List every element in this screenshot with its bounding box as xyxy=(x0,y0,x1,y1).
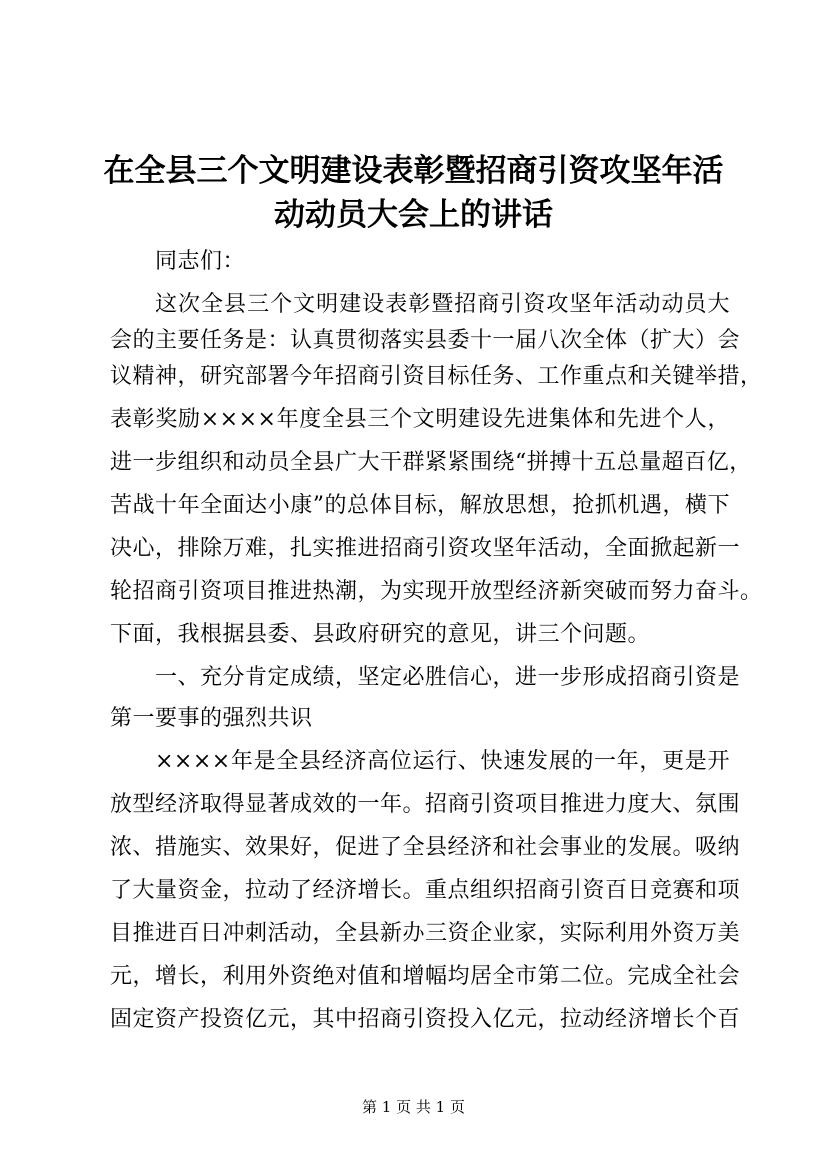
document-title-line-1: 在全县三个文明建设表彰暨招商引资攻坚年活 xyxy=(103,153,724,189)
paragraph-line: 决心，排除万难，扎实推进招商引资攻坚年活动，全面掀起新一 xyxy=(110,536,741,561)
paragraph-line: 会的主要任务是：认真贯彻落实县委十一届八次全体（扩大）会 xyxy=(110,328,741,353)
paragraph-line: 浓、措施实、效果好，促进了全县经济和社会事业的发展。吸纳 xyxy=(110,835,741,860)
paragraph-line: 目推进百日冲刺活动，全县新办三资企业家，实际利用外资万美 xyxy=(110,921,741,946)
paragraph-line: 元，增长，利用外资绝对值和增幅均居全市第二位。完成全社会 xyxy=(110,964,741,989)
paragraph-line: 苦战十年全面达小康”的总体目标，解放思想，抢抓机遇，横下 xyxy=(110,493,730,518)
paragraph-line: 放型经济取得显著成效的一年。招商引资项目推进力度大、氛围 xyxy=(110,792,741,817)
section-heading-line: 一、充分肯定成绩，坚定必胜信心，进一步形成招商引资是 xyxy=(155,665,741,690)
paragraph-line: 轮招商引资项目推进热潮，为实现开放型经济新突破而努力奋斗。 xyxy=(110,579,763,604)
paragraph-line: 下面，我根据县委、县政府研究的意见，讲三个问题。 xyxy=(110,622,651,647)
paragraph-line: 这次全县三个文明建设表彰暨招商引资攻坚年活动动员大 xyxy=(155,292,730,317)
paragraph-line: 进一步组织和动员全县广大干群紧紧围绕“拼搏十五总量超百亿， xyxy=(110,450,752,475)
paragraph-line: ××××年是全县经济高位运行、快速发展的一年，更是开 xyxy=(155,749,730,774)
document-title-line-2: 动动员大会上的讲话 xyxy=(274,197,553,233)
paragraph-line: 表彰奖励××××年度全县三个文明建设先进集体和先进个人， xyxy=(110,407,730,432)
paragraph-line: 议精神，研究部署今年招商引资目标任务、工作重点和关键举措， xyxy=(110,364,763,389)
section-heading-line: 第一要事的强烈共识 xyxy=(110,706,313,731)
paragraph-line: 了大量资金，拉动了经济增长。重点组织招商引资百日竞赛和项 xyxy=(110,878,741,903)
paragraph-line: 固定资产投资亿元，其中招商引资投入亿元，拉动经济增长个百 xyxy=(110,1007,741,1032)
page-footer: 第 1 页 共 1 页 xyxy=(362,1098,465,1116)
salutation: 同志们： xyxy=(155,249,246,274)
